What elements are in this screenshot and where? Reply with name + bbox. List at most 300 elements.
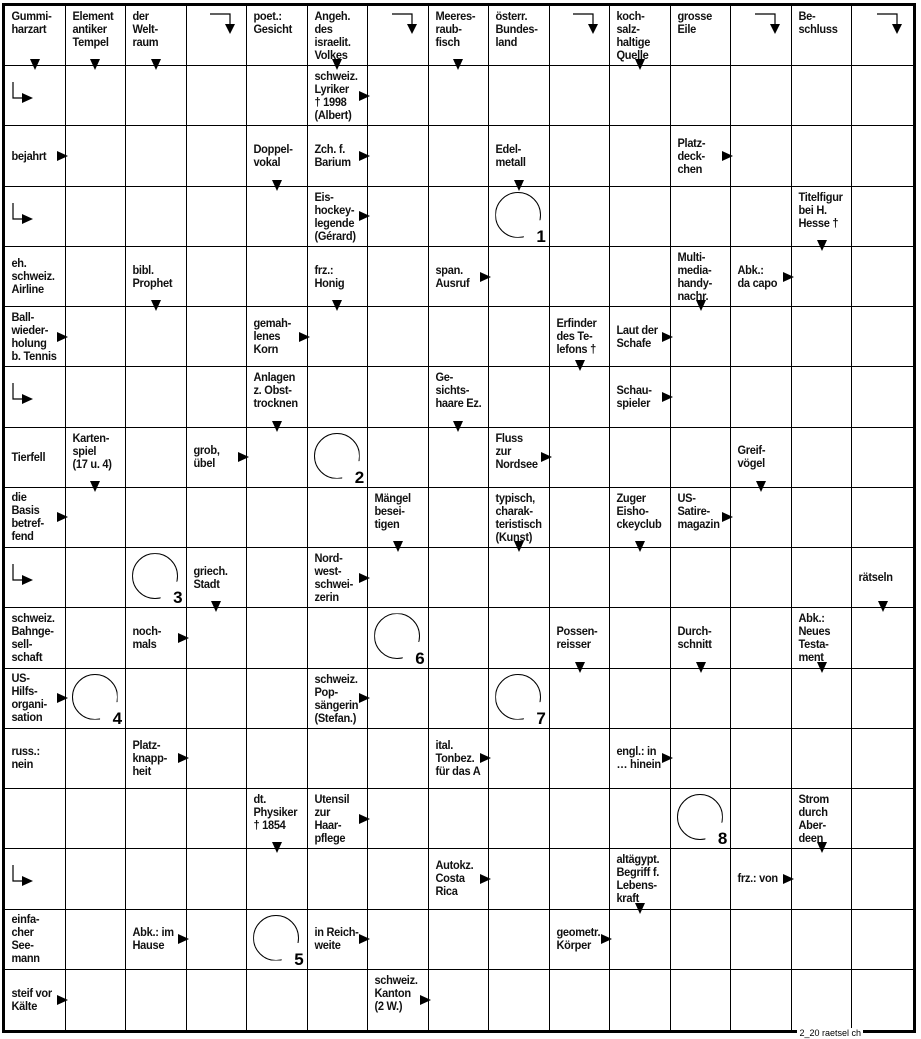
- clue-cell: [429, 729, 490, 789]
- answer-cell[interactable]: [429, 548, 490, 608]
- clue-cell: [792, 608, 853, 668]
- answer-cell[interactable]: [247, 187, 308, 247]
- answer-cell[interactable]: [671, 669, 732, 729]
- answer-cell[interactable]: [187, 729, 248, 789]
- answer-cell[interactable]: [671, 428, 732, 488]
- answer-cell[interactable]: [247, 970, 308, 1030]
- clue-cell: [308, 6, 369, 66]
- clue-cell: [5, 247, 66, 307]
- arrow-down-icon: [332, 300, 342, 311]
- clue-cell: [429, 6, 490, 66]
- answer-cell[interactable]: [610, 66, 671, 126]
- answer-cell[interactable]: [187, 789, 248, 849]
- arrow-right-icon: [783, 874, 794, 884]
- clue-cell: [247, 789, 308, 849]
- answer-cell[interactable]: [66, 729, 127, 789]
- answer-cell[interactable]: [489, 247, 550, 307]
- clue-text: Ge- sichts- haare Ez.: [435, 370, 482, 411]
- answer-cell[interactable]: [852, 187, 913, 247]
- arrow-right-icon: [359, 211, 370, 221]
- answer-cell[interactable]: [731, 488, 792, 548]
- clue-cell: [610, 849, 671, 909]
- clue-cell: [5, 126, 66, 186]
- answer-cell[interactable]: [792, 849, 853, 909]
- answer-cell[interactable]: [429, 789, 490, 849]
- answer-cell[interactable]: [126, 849, 187, 909]
- answer-cell[interactable]: [792, 488, 853, 548]
- arrow-right-icon: [57, 995, 68, 1005]
- answer-cell[interactable]: [126, 488, 187, 548]
- answer-cell[interactable]: [671, 548, 732, 608]
- clue-cell: [610, 307, 671, 367]
- arrow-down-icon: [151, 300, 161, 311]
- credit-text: 2_20 raetsel ch: [799, 1028, 861, 1038]
- clue-text: schweiz. Lyriker † 1998 (Albert): [314, 69, 358, 123]
- answer-cell[interactable]: [126, 669, 187, 729]
- answer-cell[interactable]: [368, 6, 429, 66]
- answer-cell[interactable]: [429, 970, 490, 1030]
- arrow-right-icon: [722, 151, 733, 161]
- answer-cell[interactable]: [187, 307, 248, 367]
- clue-text: Autokz. Costa Rica: [435, 858, 474, 899]
- answer-cell[interactable]: [489, 729, 550, 789]
- answer-cell[interactable]: [126, 66, 187, 126]
- answer-cell[interactable]: [852, 970, 913, 1030]
- arrow-down-icon: [817, 662, 827, 673]
- answer-cell[interactable]: [731, 126, 792, 186]
- answer-cell[interactable]: [429, 428, 490, 488]
- answer-cell[interactable]: [792, 367, 853, 427]
- answer-cell[interactable]: [852, 428, 913, 488]
- clue-cell: [5, 608, 66, 668]
- arrow-right-icon: [783, 272, 794, 282]
- clue-text: Platz- deck- chen: [677, 135, 706, 176]
- clue-cell: [308, 548, 369, 608]
- clue-cell: [187, 428, 248, 488]
- answer-cell[interactable]: [792, 126, 853, 186]
- answer-cell[interactable]: [731, 970, 792, 1030]
- answer-cell[interactable]: [247, 608, 308, 668]
- answer-cell[interactable]: [308, 367, 369, 427]
- answer-cell[interactable]: [247, 488, 308, 548]
- arrow-down-icon: [272, 421, 282, 432]
- answer-cell[interactable]: [66, 789, 127, 849]
- bent-arrow-icon: [390, 12, 420, 38]
- answer-cell[interactable]: [368, 428, 429, 488]
- clue-cell: [550, 307, 611, 367]
- answer-cell[interactable]: [610, 669, 671, 729]
- answer-cell[interactable]: [187, 367, 248, 427]
- answer-cell[interactable]: [489, 669, 550, 729]
- answer-cell[interactable]: [368, 849, 429, 909]
- answer-cell[interactable]: [610, 247, 671, 307]
- clue-text: Greif- vögel: [737, 443, 766, 471]
- answer-cell[interactable]: [247, 428, 308, 488]
- arrow-down-icon: [696, 300, 706, 311]
- answer-cell[interactable]: [671, 729, 732, 789]
- answer-cell[interactable]: [5, 789, 66, 849]
- answer-cell[interactable]: [852, 789, 913, 849]
- clue-cell: [126, 729, 187, 789]
- clue-text: Anlagen z. Obst- trocknen: [253, 370, 298, 411]
- answer-cell[interactable]: [550, 6, 611, 66]
- clue-cell: [671, 6, 732, 66]
- answer-cell[interactable]: [610, 428, 671, 488]
- arrow-right-icon: [178, 753, 189, 763]
- answer-cell[interactable]: [731, 548, 792, 608]
- clue-cell: [126, 910, 187, 970]
- answer-cell[interactable]: [489, 66, 550, 126]
- answer-cell[interactable]: [671, 970, 732, 1030]
- answer-cell[interactable]: [550, 488, 611, 548]
- solution-circle: [374, 613, 420, 659]
- answer-cell[interactable]: [429, 66, 490, 126]
- answer-cell[interactable]: [429, 910, 490, 970]
- arrow-down-icon: [211, 601, 221, 612]
- answer-cell[interactable]: [429, 307, 490, 367]
- answer-cell[interactable]: [5, 548, 66, 608]
- answer-cell[interactable]: [368, 126, 429, 186]
- answer-cell[interactable]: [550, 428, 611, 488]
- answer-cell[interactable]: [368, 608, 429, 668]
- answer-cell[interactable]: [5, 187, 66, 247]
- answer-cell[interactable]: [429, 126, 490, 186]
- arrow-down-icon: [393, 541, 403, 552]
- answer-cell[interactable]: [792, 669, 853, 729]
- answer-cell[interactable]: [5, 66, 66, 126]
- clue-cell: [429, 849, 490, 909]
- answer-cell[interactable]: [610, 187, 671, 247]
- clue-text: in Reich- weite: [314, 925, 359, 953]
- answer-cell[interactable]: [792, 247, 853, 307]
- answer-cell[interactable]: [66, 669, 127, 729]
- answer-cell[interactable]: [852, 66, 913, 126]
- answer-cell[interactable]: [550, 187, 611, 247]
- answer-cell[interactable]: [66, 307, 127, 367]
- clue-text: Angeh. des israelit. Volkes: [314, 9, 351, 62]
- arrow-right-icon: [57, 332, 68, 342]
- clue-text: schweiz. Bahnge- sell- schaft: [11, 610, 55, 664]
- answer-cell[interactable]: [308, 608, 369, 668]
- clue-text: frz.: Honig: [314, 262, 344, 290]
- answer-cell[interactable]: [852, 6, 913, 66]
- answer-cell[interactable]: [852, 608, 913, 668]
- answer-cell[interactable]: [610, 970, 671, 1030]
- answer-cell[interactable]: [731, 367, 792, 427]
- bent-arrow-icon: [11, 201, 41, 233]
- clue-cell: [247, 367, 308, 427]
- clue-text: geometr. Körper: [556, 925, 601, 953]
- clue-cell: [792, 6, 853, 66]
- clue-text: Element antiker Tempel: [71, 9, 113, 49]
- answer-cell[interactable]: [852, 247, 913, 307]
- clue-text: noch- mals: [132, 623, 162, 651]
- answer-cell[interactable]: [550, 66, 611, 126]
- arrow-right-icon: [420, 995, 431, 1005]
- answer-cell[interactable]: [247, 849, 308, 909]
- answer-cell[interactable]: [308, 729, 369, 789]
- answer-cell[interactable]: [550, 247, 611, 307]
- arrow-down-icon: [453, 421, 463, 432]
- clue-cell: [66, 428, 127, 488]
- answer-cell[interactable]: [429, 608, 490, 668]
- answer-cell[interactable]: [187, 6, 248, 66]
- answer-cell[interactable]: [66, 488, 127, 548]
- answer-cell[interactable]: [5, 849, 66, 909]
- answer-cell[interactable]: [66, 247, 127, 307]
- answer-cell[interactable]: [731, 608, 792, 668]
- solution-number: 4: [112, 708, 123, 728]
- answer-cell[interactable]: [66, 187, 127, 247]
- answer-cell[interactable]: [429, 488, 490, 548]
- answer-cell[interactable]: [792, 428, 853, 488]
- answer-cell[interactable]: [852, 669, 913, 729]
- clue-text: Strom durch Aber- deen: [798, 792, 829, 846]
- clue-text: Multi- media- handy- nachr.: [677, 249, 712, 303]
- answer-cell[interactable]: [550, 970, 611, 1030]
- arrow-right-icon: [57, 151, 68, 161]
- answer-cell[interactable]: [368, 367, 429, 427]
- answer-cell[interactable]: [66, 66, 127, 126]
- answer-cell[interactable]: [187, 488, 248, 548]
- answer-cell[interactable]: [368, 548, 429, 608]
- answer-cell[interactable]: [368, 307, 429, 367]
- answer-cell[interactable]: [671, 849, 732, 909]
- solution-number: 6: [415, 648, 425, 668]
- clue-text: die Basis betref- fend: [11, 490, 44, 544]
- bent-arrow-icon: [753, 12, 783, 38]
- answer-cell[interactable]: [187, 849, 248, 909]
- answer-cell[interactable]: [671, 910, 732, 970]
- answer-cell[interactable]: [731, 789, 792, 849]
- answer-cell[interactable]: [247, 910, 308, 970]
- clue-cell: [5, 6, 66, 66]
- clue-cell: [731, 428, 792, 488]
- clue-cell: [610, 729, 671, 789]
- answer-cell[interactable]: [550, 126, 611, 186]
- clue-cell: [5, 970, 66, 1030]
- clue-text: Platz- knapp- heit: [132, 737, 168, 778]
- answer-cell[interactable]: [66, 548, 127, 608]
- answer-cell[interactable]: [550, 729, 611, 789]
- clue-text: Karten- spiel (17 u. 4): [71, 430, 112, 471]
- answer-cell[interactable]: [731, 729, 792, 789]
- clue-cell: [308, 126, 369, 186]
- answer-cell[interactable]: [66, 910, 127, 970]
- answer-cell[interactable]: [247, 669, 308, 729]
- answer-cell[interactable]: [368, 187, 429, 247]
- arrow-down-icon: [756, 481, 766, 492]
- answer-cell[interactable]: [731, 910, 792, 970]
- clue-cell: [489, 428, 550, 488]
- answer-cell[interactable]: [187, 126, 248, 186]
- answer-cell[interactable]: [792, 970, 853, 1030]
- clue-text: Fluss zur Nordsee: [495, 430, 538, 471]
- answer-cell[interactable]: [550, 789, 611, 849]
- answer-cell[interactable]: [550, 849, 611, 909]
- answer-cell[interactable]: [852, 910, 913, 970]
- answer-cell[interactable]: [126, 367, 187, 427]
- answer-cell[interactable]: [308, 970, 369, 1030]
- arrow-down-icon: [635, 903, 645, 914]
- answer-cell[interactable]: [550, 669, 611, 729]
- clue-cell: [308, 910, 369, 970]
- answer-cell[interactable]: [429, 669, 490, 729]
- clue-text: Erfinder des Te- lefons †: [556, 316, 597, 357]
- clue-text: Mängel besei- tigen: [374, 490, 412, 531]
- arrow-down-icon: [272, 842, 282, 853]
- answer-cell[interactable]: [489, 548, 550, 608]
- answer-cell[interactable]: [671, 789, 732, 849]
- answer-cell[interactable]: [368, 669, 429, 729]
- clue-text: eh. schweiz. Airline: [11, 256, 55, 297]
- answer-cell[interactable]: [368, 789, 429, 849]
- answer-cell[interactable]: [126, 970, 187, 1030]
- answer-cell[interactable]: [610, 789, 671, 849]
- clue-cell: [247, 126, 308, 186]
- answer-cell[interactable]: [66, 608, 127, 668]
- clue-text: Gummi- harzart: [11, 9, 52, 36]
- arrow-down-icon: [514, 180, 524, 191]
- answer-cell[interactable]: [731, 66, 792, 126]
- clue-text: Laut der Schafe: [616, 322, 659, 350]
- clue-text: Titelfigur bei H. Hesse †: [798, 189, 843, 230]
- answer-cell[interactable]: [368, 910, 429, 970]
- answer-cell[interactable]: [489, 608, 550, 668]
- answer-cell[interactable]: [852, 126, 913, 186]
- answer-cell[interactable]: [792, 307, 853, 367]
- answer-cell[interactable]: [731, 669, 792, 729]
- clue-cell: [368, 970, 429, 1030]
- answer-cell[interactable]: [429, 187, 490, 247]
- answer-cell[interactable]: [792, 729, 853, 789]
- answer-cell[interactable]: [126, 307, 187, 367]
- answer-cell[interactable]: [66, 849, 127, 909]
- arrow-right-icon: [662, 332, 673, 342]
- answer-cell[interactable]: [489, 789, 550, 849]
- answer-cell[interactable]: [247, 729, 308, 789]
- clue-cell: [308, 789, 369, 849]
- answer-cell[interactable]: [489, 970, 550, 1030]
- clue-text: Zch. f. Barium: [314, 142, 351, 170]
- answer-cell[interactable]: [66, 367, 127, 427]
- answer-cell[interactable]: [187, 187, 248, 247]
- answer-cell[interactable]: [66, 126, 127, 186]
- answer-cell[interactable]: [308, 849, 369, 909]
- clue-text: Zuger Eisho- ckeyclub: [616, 490, 662, 531]
- answer-cell[interactable]: [126, 428, 187, 488]
- answer-cell[interactable]: [671, 187, 732, 247]
- clue-text: schweiz. Kanton (2 W.): [374, 972, 418, 1013]
- arrow-down-icon: [90, 481, 100, 492]
- answer-cell[interactable]: [852, 488, 913, 548]
- answer-cell[interactable]: [308, 488, 369, 548]
- answer-cell[interactable]: [247, 247, 308, 307]
- clue-text: grosse Eile: [677, 9, 712, 36]
- clue-cell: [792, 789, 853, 849]
- answer-cell[interactable]: [126, 187, 187, 247]
- answer-cell[interactable]: [489, 910, 550, 970]
- clue-cell: [610, 6, 671, 66]
- answer-cell[interactable]: [852, 729, 913, 789]
- answer-cell[interactable]: [610, 910, 671, 970]
- clue-cell: [792, 187, 853, 247]
- arrow-right-icon: [359, 693, 370, 703]
- answer-cell[interactable]: [489, 187, 550, 247]
- answer-cell[interactable]: [308, 307, 369, 367]
- answer-cell[interactable]: [731, 307, 792, 367]
- answer-cell[interactable]: [852, 307, 913, 367]
- answer-cell[interactable]: [368, 247, 429, 307]
- answer-cell[interactable]: [671, 66, 732, 126]
- arrow-right-icon: [662, 392, 673, 402]
- answer-cell[interactable]: [187, 608, 248, 668]
- answer-cell[interactable]: [792, 548, 853, 608]
- clue-text: bejahrt: [11, 148, 47, 163]
- answer-cell[interactable]: [247, 548, 308, 608]
- answer-cell[interactable]: [671, 307, 732, 367]
- arrow-down-icon: [30, 59, 40, 70]
- clue-text: span. Ausruf: [435, 262, 470, 290]
- answer-cell[interactable]: [550, 367, 611, 427]
- clue-text: schweiz. Pop- sängerin (Stefan.): [314, 671, 358, 725]
- answer-cell[interactable]: [731, 187, 792, 247]
- arrow-right-icon: [299, 332, 310, 342]
- answer-cell[interactable]: [489, 307, 550, 367]
- clue-cell: [308, 66, 369, 126]
- answer-cell[interactable]: [489, 849, 550, 909]
- arrow-right-icon: [238, 452, 249, 462]
- arrow-right-icon: [178, 934, 189, 944]
- answer-cell[interactable]: [731, 6, 792, 66]
- answer-cell[interactable]: [368, 66, 429, 126]
- clue-text: engl.: in … hinein: [616, 744, 662, 772]
- solution-number: 1: [536, 226, 546, 246]
- clue-cell: [852, 548, 913, 608]
- answer-cell[interactable]: [852, 849, 913, 909]
- solution-circle: [495, 192, 541, 238]
- answer-cell[interactable]: [187, 669, 248, 729]
- answer-cell[interactable]: [126, 126, 187, 186]
- answer-cell[interactable]: [671, 367, 732, 427]
- answer-cell[interactable]: [187, 970, 248, 1030]
- answer-cell[interactable]: [187, 66, 248, 126]
- answer-cell[interactable]: [550, 548, 611, 608]
- answer-cell[interactable]: [852, 367, 913, 427]
- answer-cell[interactable]: [187, 910, 248, 970]
- answer-cell[interactable]: [610, 608, 671, 668]
- answer-cell[interactable]: [126, 789, 187, 849]
- answer-cell[interactable]: [610, 126, 671, 186]
- clue-text: Nord- west- schwei- zerin: [314, 550, 353, 604]
- arrow-right-icon: [601, 934, 612, 944]
- answer-cell[interactable]: [5, 367, 66, 427]
- crossword-grid: [2, 3, 916, 1033]
- answer-cell[interactable]: [368, 729, 429, 789]
- answer-cell[interactable]: [308, 428, 369, 488]
- answer-cell[interactable]: [489, 367, 550, 427]
- answer-cell[interactable]: [610, 548, 671, 608]
- answer-cell[interactable]: [66, 970, 127, 1030]
- clue-text: Utensil zur Haar- pflege: [314, 792, 349, 846]
- answer-cell[interactable]: [126, 548, 187, 608]
- answer-cell[interactable]: [792, 910, 853, 970]
- answer-cell[interactable]: [187, 247, 248, 307]
- answer-cell[interactable]: [247, 66, 308, 126]
- clue-cell: [429, 247, 490, 307]
- answer-cell[interactable]: [792, 66, 853, 126]
- arrow-down-icon: [878, 601, 888, 612]
